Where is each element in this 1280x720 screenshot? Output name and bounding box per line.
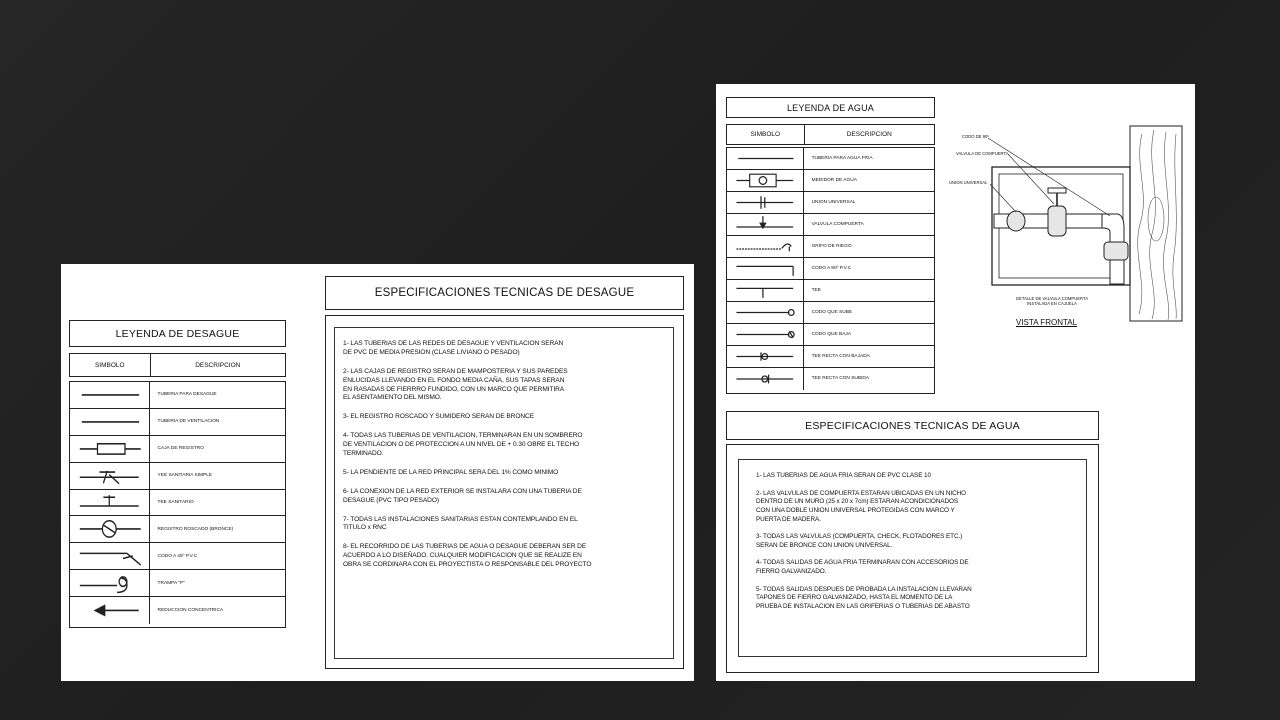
tee-icon xyxy=(727,280,804,301)
symbol-column-header: SIMBOLO xyxy=(70,354,151,376)
spec-item: 4- TODAS SALIDAS DE AGUA FRIA TERMINARAN CON ACCESORIOS DE FIERRO GALVANIZADO. xyxy=(756,559,969,576)
spec-item: 8- EL RECORRIDO DE LAS TUBERIAS DE AGUA O DESAGUE DEBERAN SER DE ACUERDO A LO DISEÑADO. CUALQUIER MODIFICACION QUE SE REALIZE EN OBRA SE CORDINARA CON EL PROYECTISTA O RESPONSABLE DEL PROYECTO xyxy=(343,543,592,569)
detail-label-union: UNION UNIVERSAL xyxy=(949,180,988,185)
desague-spec-list xyxy=(343,340,663,580)
p-trap-icon xyxy=(70,570,150,596)
legend-row xyxy=(727,302,934,324)
legend-row xyxy=(70,436,285,463)
legend-label: TEE RECTA CON BAJADA xyxy=(811,353,870,359)
description-column-header: DESCRIPCION xyxy=(195,361,241,369)
elbow-down-icon xyxy=(727,324,804,345)
legend-row xyxy=(70,570,285,597)
desague-legend-title xyxy=(69,320,286,347)
agua-legend-title xyxy=(726,97,935,118)
detail-label-valve: VALVULA DE COMPUERTA xyxy=(956,151,1009,156)
legend-label: TUBERIA DE VENTILACION xyxy=(157,419,220,425)
spec-item: 3- TODAS LAS VALVULAS (COMPUERTA, CHECK, FLOTADORES ETC.) SERAN DE BRONCE CON UNION UNIVERSAL. xyxy=(756,533,963,549)
legend-label: TEE SANITARIO xyxy=(157,499,194,505)
registry-box-icon xyxy=(70,436,150,462)
desague-legend-title-text: LEYENDA DE DESAGUE xyxy=(115,327,240,340)
solid-line-icon xyxy=(70,382,150,408)
desague-spec-title-text: ESPECIFICACIONES TECNICAS DE DESAGUE xyxy=(374,287,635,299)
legend-row xyxy=(727,324,934,346)
elbow-90-icon xyxy=(727,258,804,279)
universal-union-icon xyxy=(727,192,804,213)
legend-label: TRAMPA "P" xyxy=(157,580,185,586)
agua-spec-title-text: ESPECIFICACIONES TECNICAS DE AGUA xyxy=(805,419,1020,432)
legend-label: CODO A 90º P.V.C xyxy=(811,265,852,271)
legend-row xyxy=(70,597,285,624)
legend-row xyxy=(727,170,934,192)
detail-view-title: VISTA FRONTAL xyxy=(1016,318,1078,327)
legend-label: TEE xyxy=(811,287,821,293)
solid-line-icon xyxy=(727,148,804,169)
agua-legend-table xyxy=(726,147,935,394)
legend-label: REDUCCION CONCENTRICA xyxy=(157,607,224,613)
desague-sheet xyxy=(61,264,694,681)
symbol-column-header: SIMBOLO xyxy=(727,125,805,144)
legend-label: UNION UNIVERSAL xyxy=(811,199,856,205)
description-column-header: DESCRIPCION xyxy=(846,131,892,138)
legend-row xyxy=(727,368,934,390)
legend-row xyxy=(727,236,934,258)
spec-item: 2- LAS VALVULAS DE COMPUERTA ESTARAN UBICADAS EN UN NICHO DENTRO DE UN MURO (25 x 20 x 7cm) ESTARAN ACONDICIONADOS CON UNA DOBLE UNION UNIVERSAL PROTEGIDAS CON MARCO Y PUERTA DE MADERA. xyxy=(756,489,966,523)
sanitary-tee-icon xyxy=(70,490,150,516)
spec-item: 4- TODAS LAS TUBERIAS DE VENTILACION, TERMINARAN EN UN SOMBRERO DE VENTILACION O DE PROTECCION A UN NIVEL DE + 0.30 OBRE EL TECHO TERMINADO. xyxy=(343,432,583,458)
legend-label: CODO A 45º P.V.C xyxy=(157,553,198,559)
detail-label-elbow: CODO DE 90º xyxy=(962,134,989,139)
agua-spec-title xyxy=(726,411,1099,440)
legend-row xyxy=(70,409,285,436)
spec-item: 1- LAS TUBERIAS DE AGUA FRIA SERAN DE PVC CLASE 10 xyxy=(756,472,931,479)
agua-legend-title-text: LEYENDA DE AGUA xyxy=(786,102,875,113)
desague-spec-title xyxy=(325,276,684,310)
spec-item: 1- LAS TUBERIAS DE LAS REDES DE DESAGUE Y VENTILACION SERAN DE PVC DE MEDIA PRESION (CLASE LIVIANO O PESADO) xyxy=(343,340,564,356)
legend-label: CAJA DE REGISTRO xyxy=(157,446,204,452)
legend-row xyxy=(727,192,934,214)
gate-valve-icon xyxy=(727,214,804,235)
elbow-45-icon xyxy=(70,543,150,569)
legend-row xyxy=(727,346,934,368)
legend-row xyxy=(727,214,934,236)
concentric-reducer-icon xyxy=(70,597,150,624)
simple-tee-icon xyxy=(70,463,150,489)
spec-item: 3- EL REGISTRO ROSCADO Y SUMIDERO SERAN DE BRONCE xyxy=(343,413,534,421)
agua-sheet xyxy=(716,84,1195,681)
legend-label: TUBERIA PARA AGUA FRIA xyxy=(811,155,873,161)
spec-item: 7- TODAS LAS INSTALACIONES SANITARIAS ESTAN CONTEMPLANDO EN EL TITULO x RNC xyxy=(343,515,578,532)
legend-row xyxy=(70,543,285,570)
tee-down-icon xyxy=(727,346,804,367)
agua-spec-list xyxy=(756,472,1076,621)
water-meter-icon xyxy=(727,170,804,191)
legend-row xyxy=(70,463,285,490)
spec-item: 2- LAS CAJAS DE REGISTRO SERAN DE MAMPOSTERIA Y SUS PAREDES ENLUCIDAS LLEVANDO EN EL FONDO MEDIA CAÑA, SUS TAPAS SERAN EN RASADAS DE FIERRRO FUNDIDO, CON UN MARCO QUE PERMITIRA EL ASENTAMIENTO DEL MISMO. xyxy=(343,367,568,402)
elbow-up-icon xyxy=(727,302,804,323)
legend-row xyxy=(70,490,285,517)
legend-label: VALVULA COMPUERTA xyxy=(811,221,864,227)
legend-row xyxy=(727,148,934,170)
legend-label: CODO QUE SUBE xyxy=(811,309,853,315)
spec-item: 6- LA CONEXION DE LA RED EXTERIOR SE INSTALARA CON UNA TUBERIA DE DESAGUE (PVC TIPO PESADO) xyxy=(343,487,582,504)
desague-legend-header xyxy=(69,353,286,377)
legend-row xyxy=(727,280,934,302)
legend-label: TUBERIA PARA DESAGUE xyxy=(157,392,217,398)
legend-label: YEE SANITARIA SIMPLE xyxy=(157,472,213,478)
desague-legend-table xyxy=(69,381,286,628)
agua-legend-header xyxy=(726,124,935,145)
spec-item: 5- TODAS SALIDAS DESPUES DE PROBADA LA INSTALACION LLEVARAN TAPONES DE FIERRO GALVANIZADO, HASTA EL MOMENTO DE LA PRUEBA DE INSTALACION EN LAS GRIFERIAS O TUBERIAS DE ABASTO xyxy=(756,585,972,611)
thin-line-icon xyxy=(70,409,150,435)
tee-up-icon xyxy=(727,368,804,390)
legend-label: MEDIDOR DE AGUA xyxy=(811,177,857,183)
faucet-icon xyxy=(727,236,804,257)
legend-row xyxy=(70,382,285,409)
legend-label: CODO QUE BAJA xyxy=(811,331,852,337)
spec-item: 5- LA PENDIENTE DE LA RED PRINCIPAL SERA DEL 1% COMO MINIMO xyxy=(343,468,559,476)
threaded-register-icon xyxy=(70,516,150,542)
legend-row xyxy=(727,258,934,280)
legend-label: TEE RECTA CON SUBIDA xyxy=(811,376,870,382)
legend-row xyxy=(70,516,285,543)
legend-label: REGISTRO ROSCADO (BRONCE) xyxy=(157,526,234,532)
detail-caption: DETALLE DE VALVULA COMPUERTA INSTALADA EN CAJUELA xyxy=(1016,296,1088,307)
legend-label: GRIFO DE RIEGO xyxy=(811,243,852,249)
